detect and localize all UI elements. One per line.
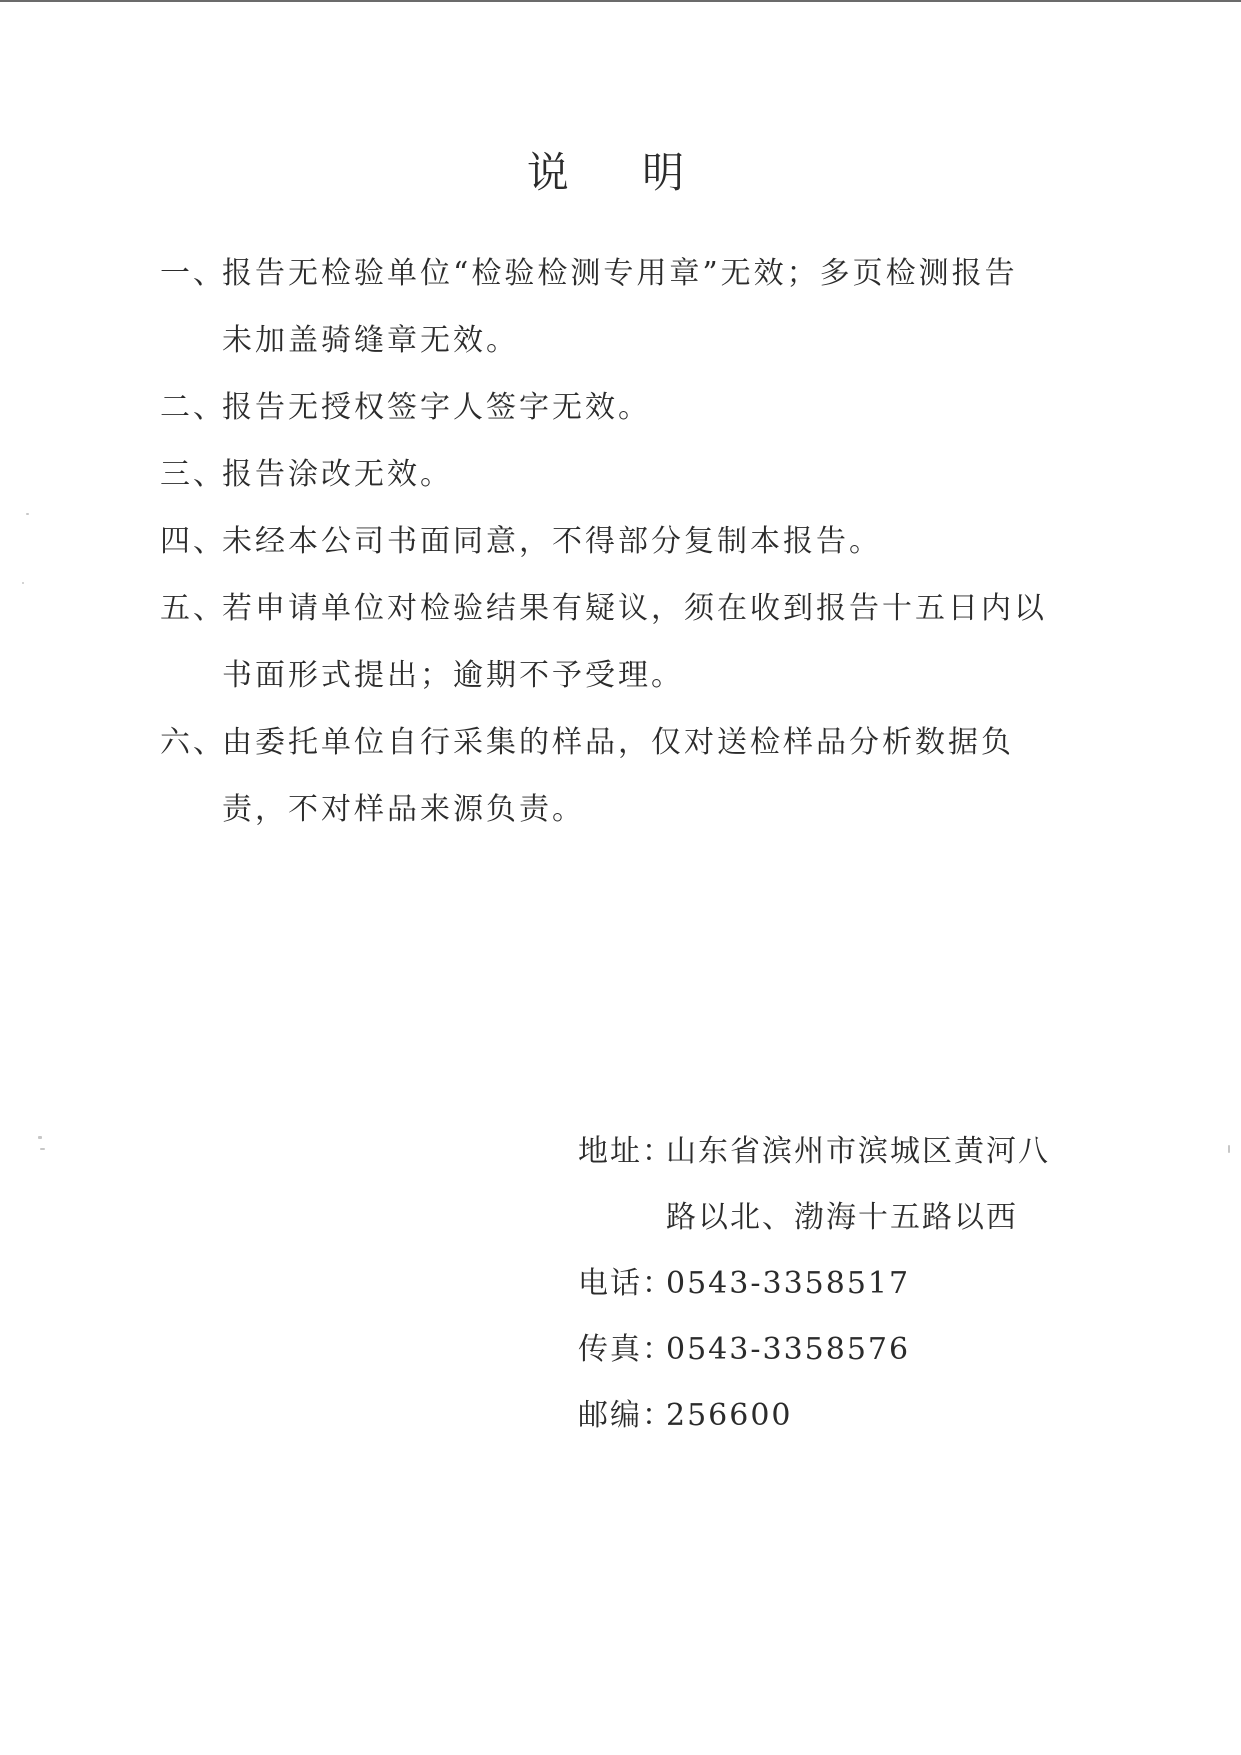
fax-row <box>578 1328 1078 1394</box>
note-number: 一、 <box>160 256 226 291</box>
note-text: 报告涂改无效。 <box>222 457 453 492</box>
note-text: 报告无授权签字人签字无效。 <box>222 390 651 425</box>
note-item <box>160 508 1050 575</box>
scan-speck <box>40 1148 45 1150</box>
note-number: 五、 <box>160 591 226 626</box>
note-item <box>160 575 1050 709</box>
note-number: 三、 <box>160 457 226 492</box>
page-title: 说 明 <box>526 148 715 197</box>
address-value: 山东省滨州市滨城区黄河八路以北、渤海十五路以西 <box>666 1134 1050 1235</box>
note-item <box>160 374 1050 441</box>
note-text: 由委托单位自行采集的样品，仅对送检样品分析数据负责，不对样品来源负责。 <box>222 725 1014 827</box>
note-item <box>160 709 1050 843</box>
phone-label: 电话： <box>578 1266 674 1301</box>
notes-list <box>160 240 1050 843</box>
scan-speck <box>22 582 24 584</box>
contact-block <box>578 1130 1078 1460</box>
note-item <box>160 240 1050 374</box>
scan-speck <box>1228 1145 1230 1153</box>
note-number: 二、 <box>160 390 226 425</box>
note-text: 若申请单位对检验结果有疑议，须在收到报告十五日内以书面形式提出；逾期不予受理。 <box>222 591 1047 693</box>
address-label: 地址： <box>578 1134 674 1169</box>
note-number: 六、 <box>160 725 226 760</box>
address-row <box>578 1130 1078 1262</box>
note-text: 未经本公司书面同意，不得部分复制本报告。 <box>222 524 882 559</box>
postcode-value: 256600 <box>666 1398 793 1433</box>
postcode-row <box>578 1394 1078 1460</box>
phone-row <box>578 1262 1078 1328</box>
top-border-line <box>0 0 1241 2</box>
scan-speck <box>38 1136 42 1139</box>
fax-value: 0543-3358576 <box>666 1332 911 1367</box>
note-item <box>160 441 1050 508</box>
phone-value: 0543-3358517 <box>666 1266 911 1301</box>
scan-speck <box>26 513 29 515</box>
note-text: 报告无检验单位“检验检测专用章”无效；多页检测报告未加盖骑缝章无效。 <box>222 256 1018 358</box>
note-number: 四、 <box>160 524 226 559</box>
fax-label: 传真： <box>578 1332 674 1367</box>
postcode-label: 邮编： <box>578 1398 674 1433</box>
